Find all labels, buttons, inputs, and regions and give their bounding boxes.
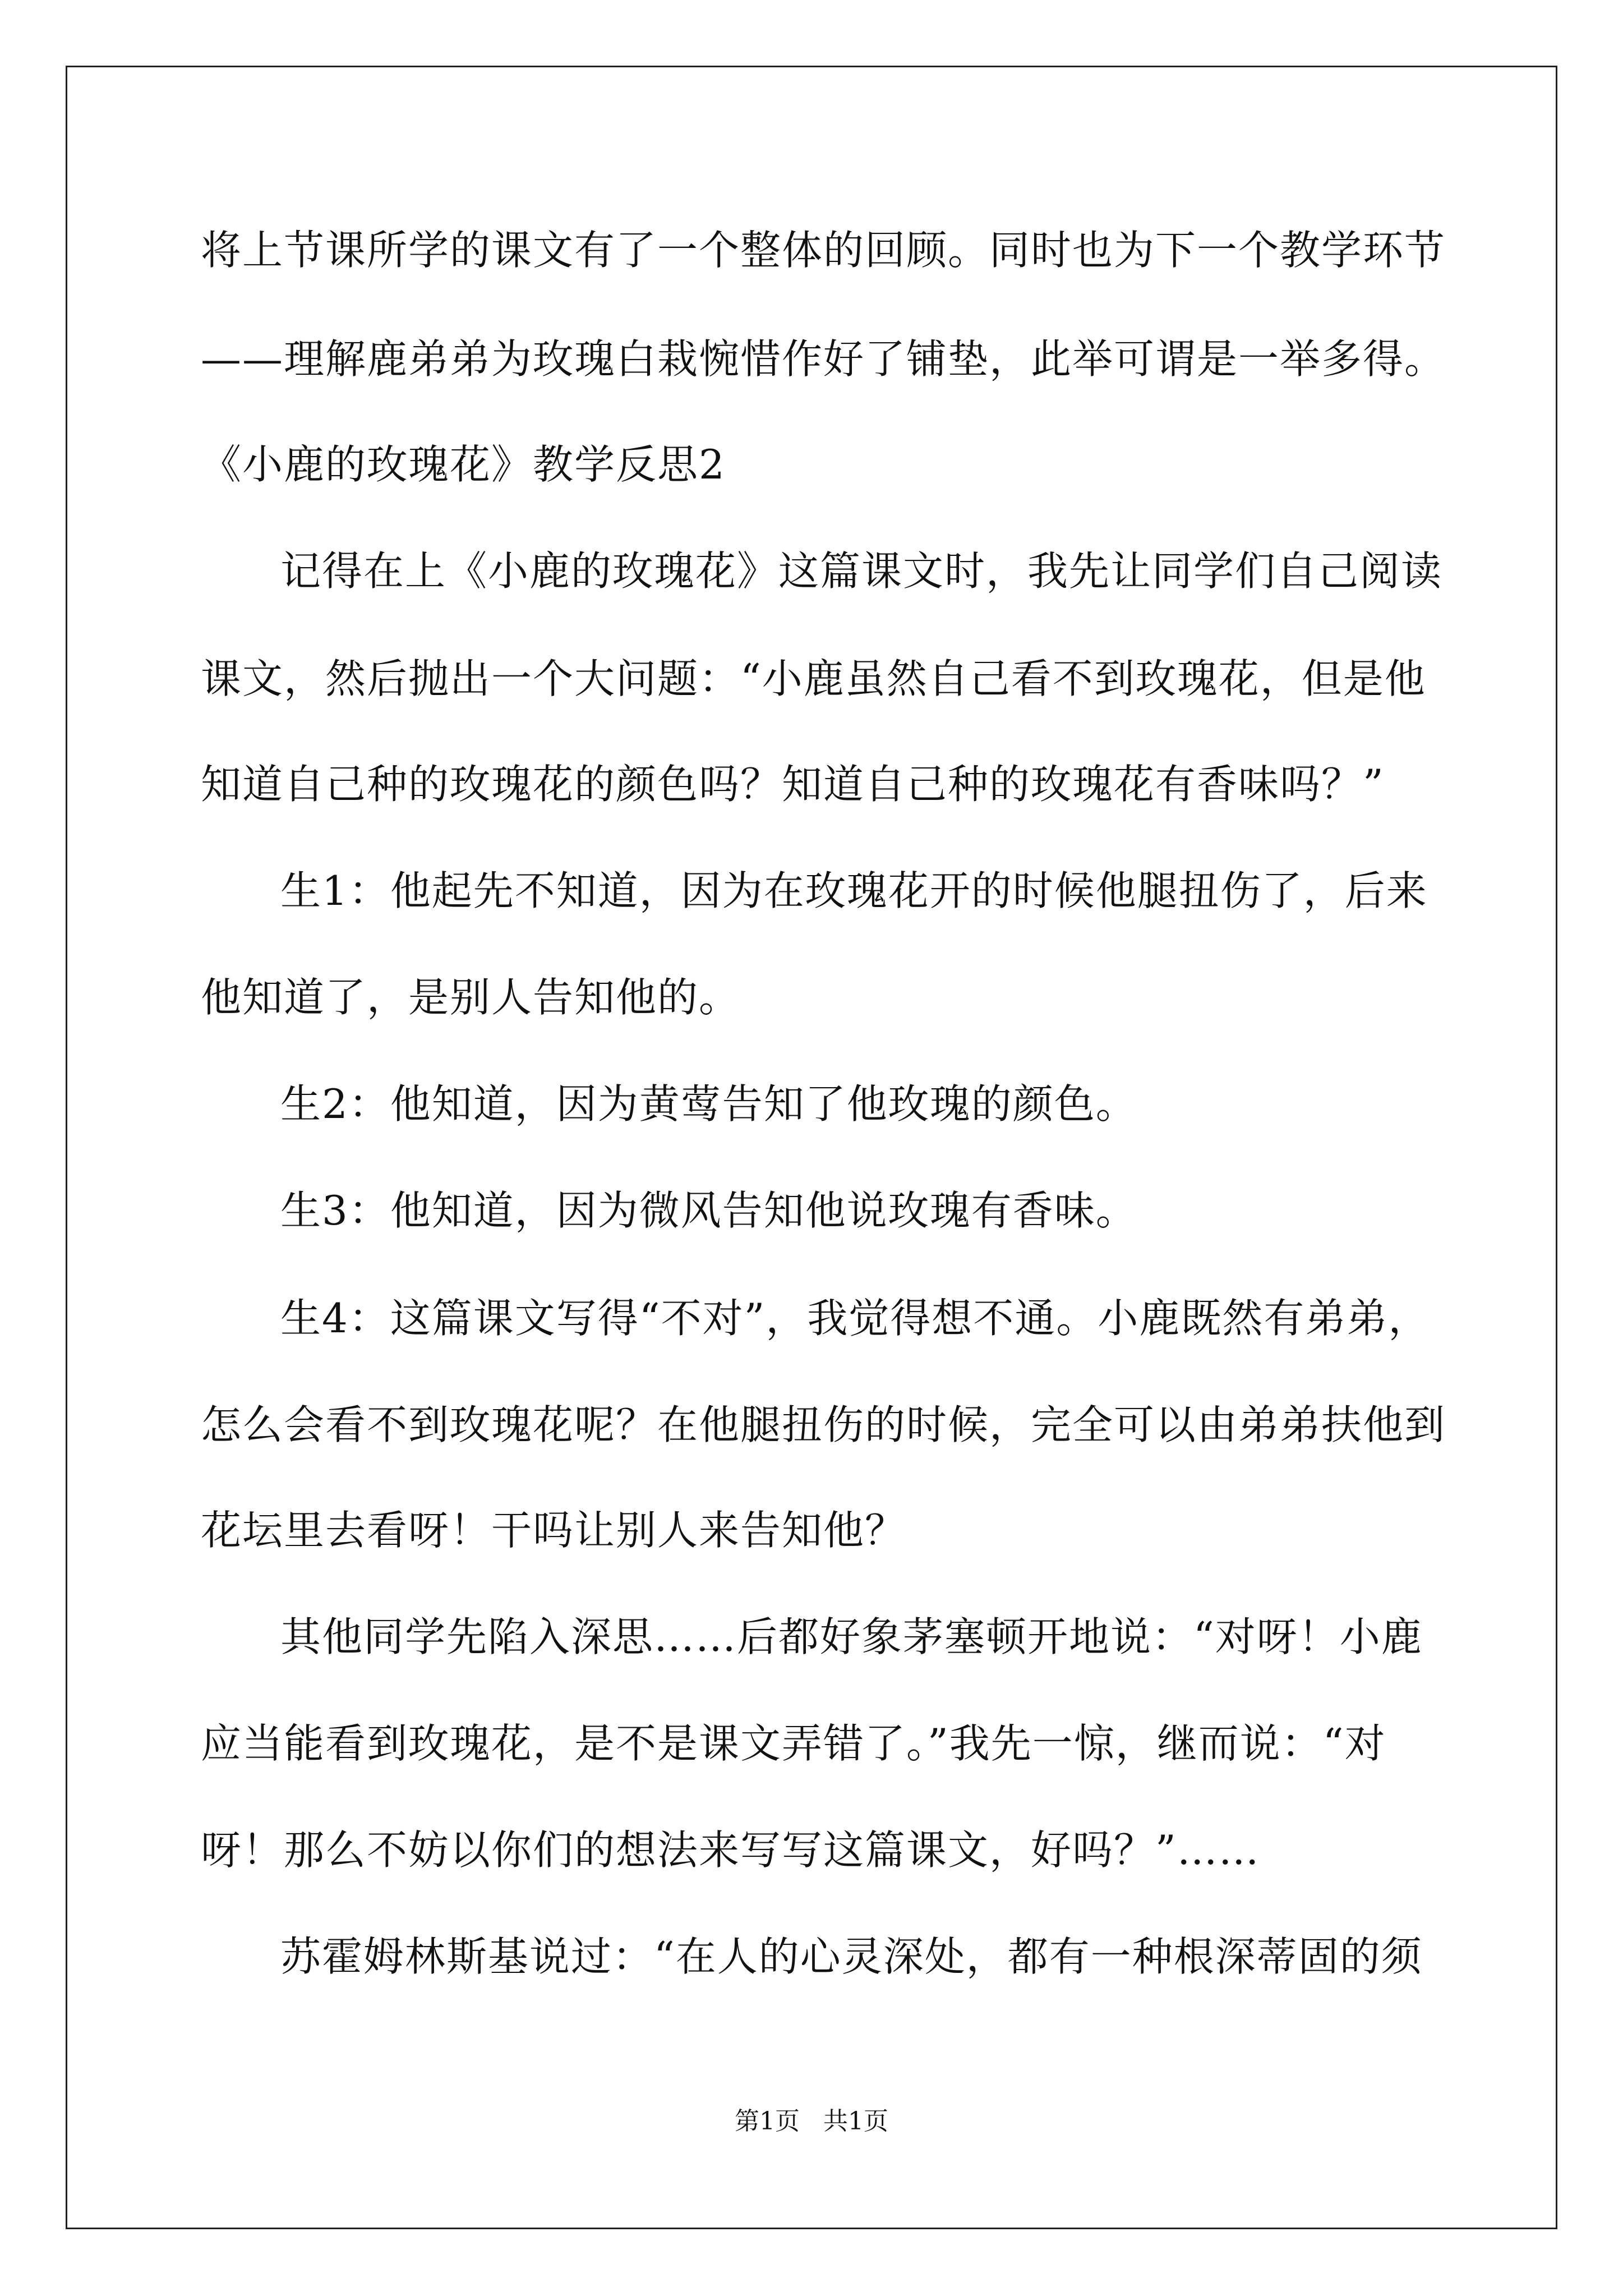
text-line: 知道自己种的玫瑰花的颜色吗？知道自己种的玫瑰花有香味吗？” bbox=[201, 761, 1385, 808]
text-line: 花坛里去看呀！干吗让别人来告知他？ bbox=[201, 1507, 907, 1554]
text-line: 课文，然后抛出一个大问题：“小鹿虽然自己看不到玫瑰花，但是他 bbox=[201, 655, 1426, 702]
text-line: 怎么会看不到玫瑰花呢？在他腿扭伤的时候，完全可以由弟弟扶他到 bbox=[201, 1401, 1446, 1448]
paragraph-start: 生3：他知道，因为微风告知他说玫瑰有香味。 bbox=[280, 1187, 1137, 1234]
paragraph-start: 其他同学先陷入深思……后都好象茅塞顿开地说：“对呀！小鹿 bbox=[280, 1613, 1423, 1660]
text-line: 他知道了，是别人告知他的。 bbox=[201, 974, 741, 1021]
page-border bbox=[66, 66, 1557, 2229]
paragraph-start: 生4：这篇课文写得“不对”，我觉得想不通。小鹿既然有弟弟， bbox=[280, 1295, 1430, 1342]
paragraph-start: 记得在上《小鹿的玫瑰花》这篇课文时，我先让同学们自己阅读 bbox=[280, 547, 1443, 595]
text-line: 呀！那么不妨以你们的想法来写写这篇课文，好吗？”…… bbox=[201, 1826, 1260, 1874]
text-line: ——理解鹿弟弟为玫瑰白栽惋惜作好了铺垫，此举可谓是一举多得。 bbox=[201, 335, 1446, 383]
text-line: 将上节课所学的课文有了一个整体的回顾。同时也为下一个教学环节 bbox=[201, 227, 1446, 274]
paragraph-start: 生1：他起先不知道，因为在玫瑰花开的时候他腿扭伤了，后来 bbox=[280, 867, 1428, 914]
page-number-footer: 第1页 共1页 bbox=[735, 2107, 888, 2136]
paragraph-start: 苏霍姆林斯基说过：“在人的心灵深处，都有一种根深蒂固的须 bbox=[280, 1933, 1423, 1980]
section-heading: 《小鹿的玫瑰花》教学反思2 bbox=[201, 441, 726, 488]
paragraph-start: 生2：他知道，因为黄莺告知了他玫瑰的颜色。 bbox=[280, 1080, 1137, 1128]
text-line: 应当能看到玫瑰花，是不是课文弄错了。”我先一惊，继而说：“对 bbox=[201, 1720, 1386, 1767]
